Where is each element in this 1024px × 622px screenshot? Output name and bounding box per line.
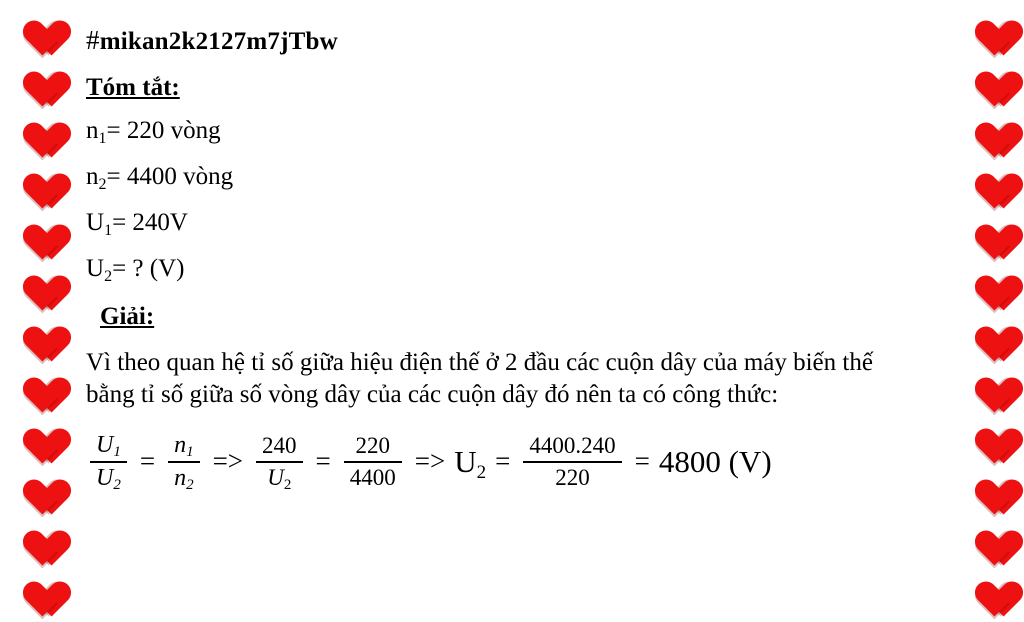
given-line-4 [86, 254, 936, 285]
given-line-3 [86, 208, 936, 239]
heart-icon [14, 257, 58, 301]
numerator-symbol: n [174, 431, 187, 458]
heart-icon [14, 563, 58, 607]
result-value: 4800 (V) [658, 443, 772, 479]
formula-row [86, 432, 936, 492]
fraction-denominator: 220 [555, 464, 590, 490]
fraction-numerator: 4400.240 [529, 432, 616, 458]
result-symbol [454, 443, 487, 483]
given-value: = 4400 vòng [106, 162, 234, 190]
post-tag-text: mikan2k2127m7jTbw [99, 28, 338, 55]
given-symbol: n [86, 116, 99, 144]
heart-icon [14, 512, 58, 556]
fraction-denominator [261, 465, 297, 491]
heart-icon [14, 53, 58, 97]
post-tag [86, 26, 936, 56]
solution-title: Giải: [100, 302, 155, 330]
given-value: = 220 vòng [106, 116, 221, 144]
given-subscript: 2 [98, 175, 107, 193]
left-heart-border [0, 0, 72, 622]
fraction-bar [90, 461, 127, 463]
denominator-symbol: U [96, 464, 114, 491]
result-subscript: 2 [476, 461, 487, 483]
fraction-220-4400 [344, 433, 402, 491]
summary-title: Tóm tắt: [86, 73, 180, 101]
heart-icon [14, 359, 58, 403]
heart-icon [14, 155, 58, 199]
heart-icon [966, 614, 1010, 622]
denominator-subscript: 2 [283, 476, 292, 493]
heart-icon [14, 410, 58, 454]
heart-icon [966, 563, 1010, 607]
explanation-paragraph: Vì theo quan hệ tỉ số giữa hiệu điện thế ở 2 đầu các cuộn dây của máy biến thế bằng tỉ số giữa số vòng dây của các cuộn dây đó nên ta có công thức: [86, 348, 873, 409]
result-symbol-text: U [454, 443, 477, 479]
denominator-subscript: 2 [113, 476, 121, 493]
equals-sign-4: = [634, 446, 650, 477]
heart-icon [966, 104, 1010, 148]
fraction-numerator [168, 432, 200, 459]
heart-icon [14, 206, 58, 250]
implies-arrow-2: => [414, 446, 446, 477]
heart-icon [966, 359, 1010, 403]
heart-icon [966, 206, 1010, 250]
heart-icon [14, 104, 58, 148]
denominator-symbol: U [267, 464, 284, 490]
given-symbol: U [86, 254, 105, 282]
right-heart-border [952, 0, 1024, 622]
given-line-1 [86, 116, 936, 147]
hash-symbol: # [86, 25, 100, 55]
fraction-bar [344, 461, 402, 463]
fraction-bar [256, 461, 303, 463]
fraction-denominator [168, 465, 200, 492]
denominator-symbol: n [174, 464, 187, 491]
fraction-4400-240-over-220 [523, 433, 621, 491]
implies-arrow-1: => [212, 446, 244, 477]
fraction-u1-u2 [90, 432, 127, 492]
given-subscript: 1 [98, 129, 107, 147]
fraction-denominator [90, 465, 127, 492]
heart-icon [966, 155, 1010, 199]
equals-sign-3: = [495, 446, 511, 477]
numerator-subscript: 1 [186, 443, 194, 460]
given-subscript: 2 [104, 267, 113, 285]
fraction-n1-n2 [168, 432, 200, 492]
heart-icon [14, 308, 58, 352]
document-content [86, 26, 936, 491]
heart-icon [966, 53, 1010, 97]
equals-sign-2: = [315, 446, 331, 477]
denominator-subscript: 2 [186, 476, 194, 493]
heart-icon [966, 257, 1010, 301]
given-line-2 [86, 162, 936, 193]
equals-sign-1: = [139, 446, 156, 477]
fraction-bar [168, 461, 200, 463]
fraction-numerator: 240 [262, 432, 297, 458]
heart-icon [14, 2, 58, 46]
given-value: = 240V [112, 208, 188, 236]
given-symbol: U [86, 208, 105, 236]
fraction-bar [523, 461, 621, 463]
heart-icon [14, 461, 58, 505]
given-value: = ? (V) [112, 254, 185, 282]
heart-icon [966, 410, 1010, 454]
numerator-subscript: 1 [113, 443, 121, 460]
fraction-240-u2 [256, 433, 303, 491]
heart-icon [966, 461, 1010, 505]
fraction-numerator [90, 432, 127, 459]
given-symbol: n [86, 162, 99, 190]
heart-icon [966, 2, 1010, 46]
heart-icon [966, 308, 1010, 352]
fraction-numerator: 220 [355, 432, 391, 458]
given-subscript: 1 [104, 221, 113, 239]
numerator-symbol: U [96, 431, 114, 458]
heart-icon [14, 614, 58, 622]
heart-icon [966, 512, 1010, 556]
fraction-denominator: 4400 [349, 464, 396, 490]
